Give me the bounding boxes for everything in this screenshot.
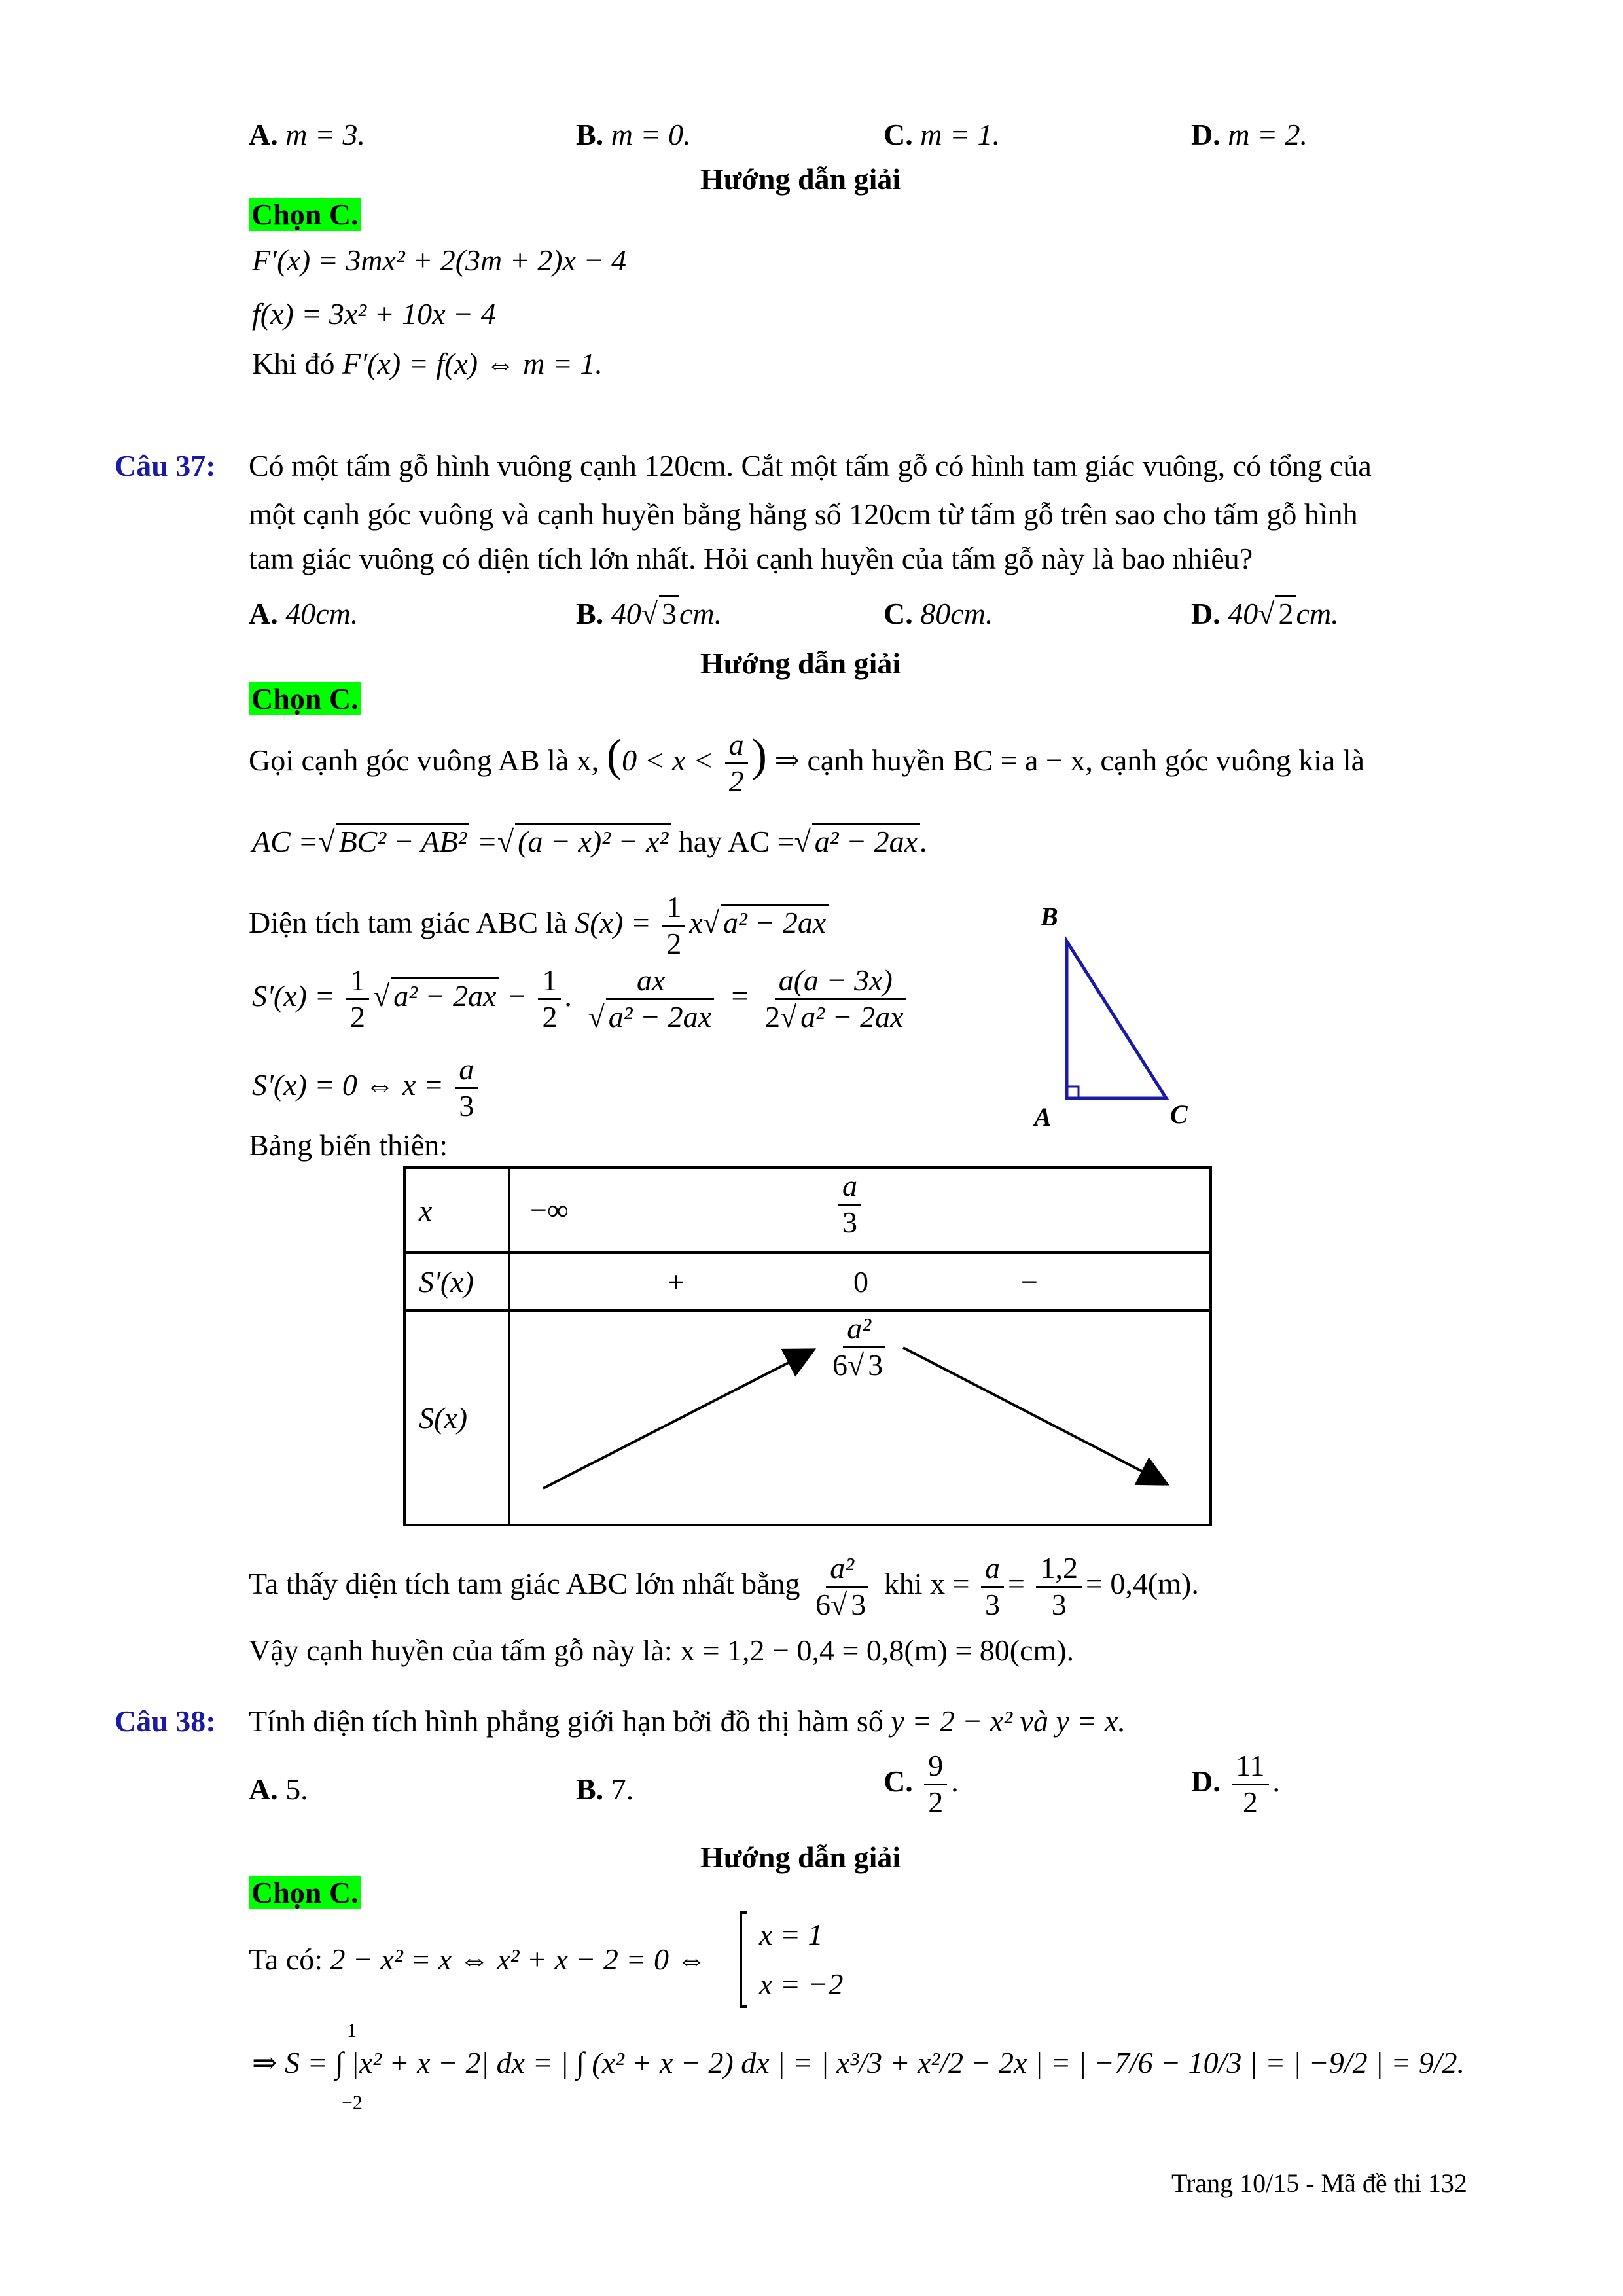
table-minus: −	[1021, 1265, 1038, 1299]
vertex-a: A	[1034, 1102, 1052, 1132]
q37-conclusion-1: Ta thấy diện tích tam giác ABC lớn nhất bằng $\frac{\text{a²}}{6√ 3}$ khi x = $\frac{a}{3}$ = $\frac{1,2}{3}$ = 0,4(m).	[249, 1551, 1199, 1621]
q38-option-d: D. $\frac{11}{2}$ .	[1191, 1749, 1281, 1819]
q37-conclusion-2: Vậy cạnh huyền của tấm gỗ này là: x = 1,2 − 0,4 = 0,8(m) = 80(cm).	[249, 1634, 1075, 1667]
q38-label: Câu 38:	[115, 1704, 216, 1738]
q36-option-a: A. m = 3.	[249, 118, 365, 151]
table-header-derivative: S'(x)	[404, 1253, 509, 1310]
q36-answer: Chọn C.	[249, 196, 361, 233]
triangle-shape	[1067, 941, 1166, 1098]
q37-option-b: B. 40√ 3cm.	[576, 596, 722, 632]
bbt-label: Bảng biến thiên:	[249, 1128, 448, 1162]
vertex-b: B	[1041, 903, 1058, 931]
variation-table	[403, 1166, 1212, 1526]
q37-line-1: Có một tấm gỗ hình vuông cạnh 120cm. Cắt một tấm gỗ có hình tam giác vuông, có tổng của	[249, 449, 1372, 482]
q37-label: Câu 37:	[115, 449, 216, 482]
q36-guide-heading: Hướng dẫn giải	[700, 162, 901, 196]
right-angle-mark	[1067, 1086, 1079, 1098]
root-2: x = −2	[759, 1967, 844, 2001]
q37-solution-line-4: S'(x) = $\frac{1}{2}$ √ a² − 2ax − $\frac{1}{2}$ . $\frac{ax}{\text{√ a² − 2ax}}$ = $\frac{a(a - 3x)}{\text{2√ a² − 2ax}}$	[252, 963, 914, 1035]
decreasing-arrow	[903, 1348, 1165, 1483]
q36-line-3: Khi đó F′(x) = f(x) ⇔ m = 1.	[252, 347, 603, 380]
q38-question: Tính diện tích hình phẳng giới hạn bởi đồ thị hàm số y = 2 − x² và y = x.	[249, 1704, 1126, 1738]
table-arrows	[510, 1312, 1198, 1521]
integral-lower-bound: −2	[342, 2092, 363, 2113]
q38-solution-line-1: Ta có: 2 − x² = x ⇔ x² + x − 2 = 0 ⇔	[249, 1943, 707, 1976]
page-footer: Trang 10/15 - Mã đề thi 132	[1171, 2168, 1467, 2198]
right-triangle-figure	[1027, 903, 1224, 1132]
q37-answer: Chọn C.	[249, 681, 361, 717]
q37-option-a: A. 40cm.	[249, 597, 359, 630]
table-row-x-values: −∞ $\frac{a}{3}$	[509, 1168, 1211, 1253]
table-row-function: $\frac{\text{a²}}{6√ 3}$	[509, 1310, 1211, 1525]
q37-solution-line-5: S'(x) = 0 ⇔ x = $\frac{a}{3}$	[252, 1052, 482, 1124]
q38-option-a: A. 5.	[249, 1772, 308, 1806]
table-row-derivative	[509, 1253, 1211, 1310]
table-header-function: S(x)	[404, 1310, 509, 1525]
root-1: x = 1	[759, 1918, 823, 1951]
q38-answer: Chọn C.	[249, 1874, 361, 1911]
q37-solution-line-3: Diện tích tam giác ABC là S(x) = $\frac{1}{2}$ x√ a² − 2ax	[249, 890, 829, 961]
q37-guide-heading: Hướng dẫn giải	[700, 647, 901, 680]
table-neg-inf: −∞	[530, 1193, 569, 1227]
q38-solution-integral: ⇒ S = ∫ |x² + x − 2| dx = | ∫ (x² + x − 2) dx | = | x³/3 + x²/2 − 2x | = | −7/6 − 10/3 | = | −9/2 | = 9/2.	[252, 2046, 1465, 2079]
q37-option-d: D. 40√ 2cm.	[1191, 596, 1339, 632]
increasing-arrow	[543, 1351, 812, 1488]
q37-line-3: tam giác vuông có diện tích lớn nhất. Hỏi cạnh huyền của tấm gỗ này là bao nhiêu?	[249, 542, 1253, 575]
q37-solution-line-1: Gọi cạnh góc vuông AB là x, (0 < x < $\frac{a}{2}$ ) ⇒ cạnh huyền BC = a − x, cạnh góc vuông kia là	[249, 728, 1365, 798]
q36-line-1: F′(x) = 3mx² + 2(3m + 2)x − 4	[252, 243, 627, 277]
q38-option-c: C. $\frac{9}{2}$ .	[883, 1749, 959, 1819]
q37-option-c: C. 80cm.	[883, 597, 993, 630]
q36-line-2: f(x) = 3x² + 10x − 4	[252, 297, 496, 331]
root-bracket	[740, 1911, 747, 2008]
q38-option-b: B. 7.	[576, 1772, 634, 1806]
q36-option-b: B. m = 0.	[576, 118, 691, 151]
q37-line-2: một cạnh góc vuông và cạnh huyền bằng hằng số 120cm từ tấm gỗ trên sao cho tấm gỗ hình	[249, 497, 1358, 531]
q36-option-d: D. m = 2.	[1191, 118, 1308, 151]
integral-upper-bound: 1	[347, 2020, 357, 2041]
table-plus: +	[668, 1265, 685, 1299]
vertex-c: C	[1170, 1100, 1188, 1129]
q37-solution-line-2: AC =√ BC² − AB² =√ (a − x)² − x² hay AC =√ a² − 2ax.	[252, 823, 928, 860]
q38-guide-heading: Hướng dẫn giải	[700, 1840, 901, 1874]
table-header-x: x	[404, 1168, 509, 1253]
q36-option-c: C. m = 1.	[883, 118, 1000, 151]
table-zero: 0	[853, 1265, 868, 1299]
